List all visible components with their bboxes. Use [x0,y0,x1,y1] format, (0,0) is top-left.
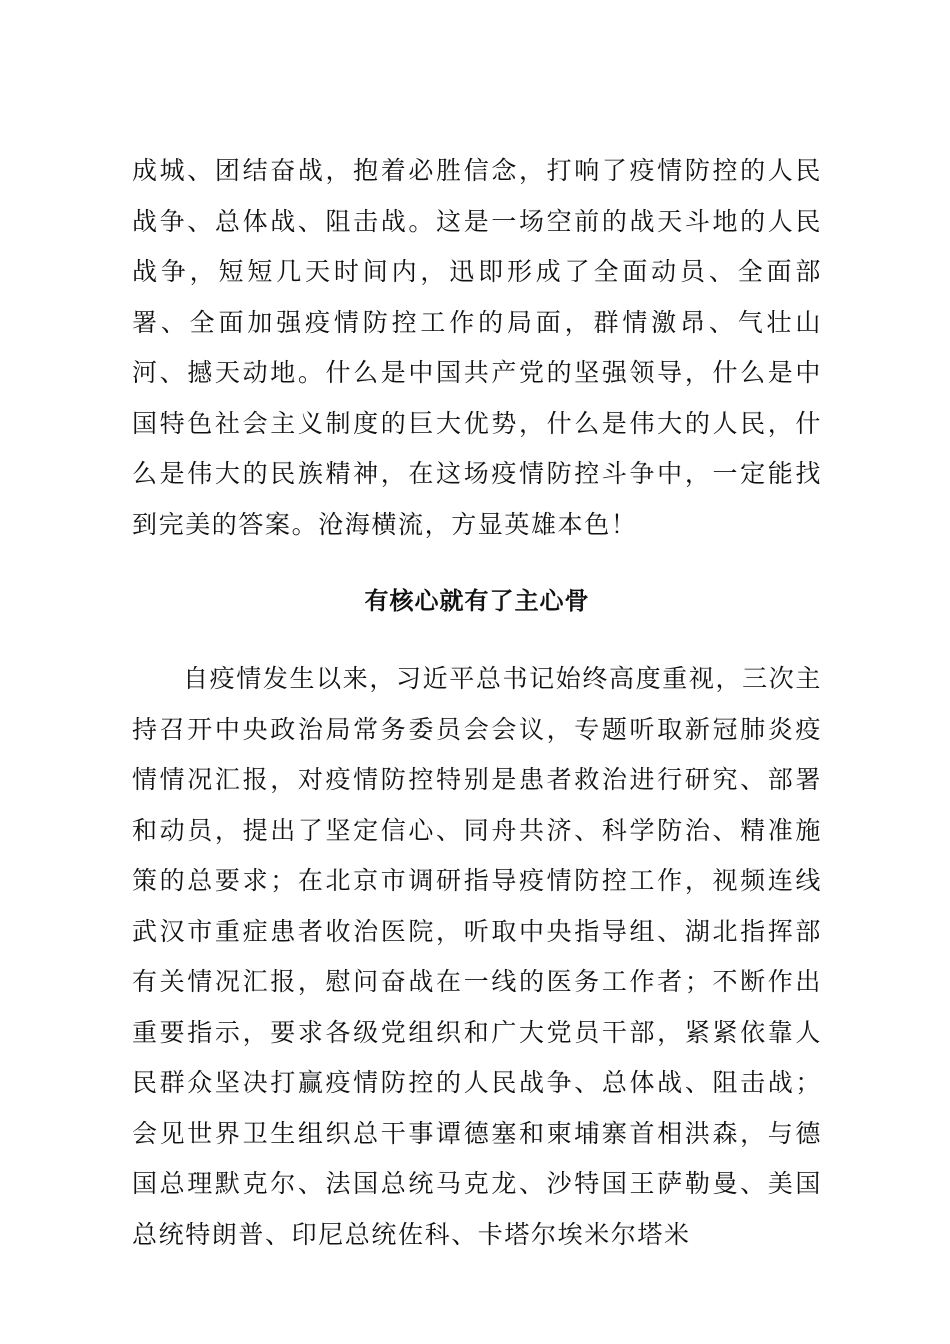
paragraph-continuation: 成城、团结奋战，抱着必胜信念，打响了疫情防控的人民战争、总体战、阻击战。这是一场空前的战天斗地的人民战争，短短几天时间内，迅即形成了全面动员、全面部署、全面加强疫情防控工作的局面，群情激昂、气壮山河、撼天动地。什么是中国共产党的坚强领导，什么是中国特色社会主义制度的巨大优势，什么是伟大的人民，什么是伟大的民族精神，在这场疫情防控斗争中，一定能找到完美的答案。沧海横流，方显英雄本色！ [132,156,822,539]
paragraph-body: 自疫情发生以来，习近平总书记始终高度重视，三次主持召开中央政治局常务委员会会议，专题听取新冠肺炎疫情情况汇报，对疫情防控特别是患者救治进行研究、部署和动员，提出了坚定信心、同舟共济、科学防治、精准施策的总要求；在北京市调研指导疫情防控工作，视频连线武汉市重症患者收治医院，听取中央指导组、湖北指挥部有关情况汇报，慰问奋战在一线的医务工作者；不断作出重要指示，要求各级党组织和广大党员干部，紧紧依靠人民群众坚决打赢疫情防控的人民战争、总体战、阻击战；会见世界卫生组织总干事谭德塞和柬埔寨首相洪森，与德国总理默克尔、法国总统马克龙、沙特国王萨勒曼、美国总统特朗普、印尼总统佐科、卡塔尔埃米尔塔米 [132,664,822,1249]
document-body [132,146,822,1260]
section-heading: 有核心就有了主心骨 [364,587,590,615]
